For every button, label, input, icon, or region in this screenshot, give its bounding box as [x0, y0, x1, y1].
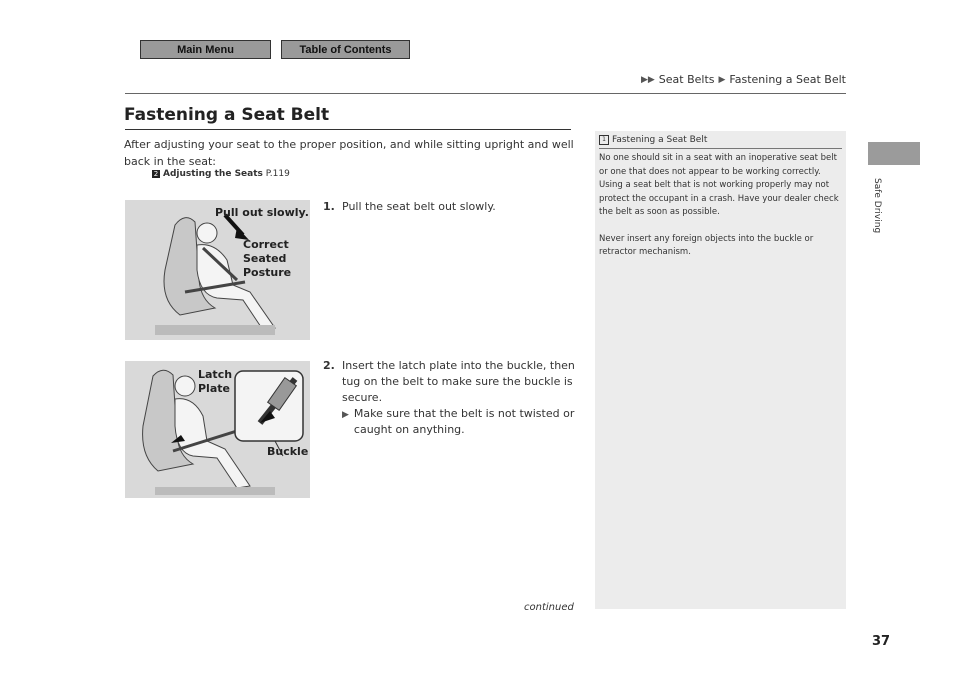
main-menu-button[interactable]: Main Menu [140, 40, 271, 59]
section-label: Safe Driving [872, 178, 882, 234]
figure-insert-latch [125, 361, 310, 498]
step-note-text: Make sure that the belt is not twisted or caught on anything. [353, 407, 575, 436]
page-number: 37 [872, 634, 891, 649]
sidebar-title-text: Fastening a Seat Belt [612, 135, 708, 145]
figure-pull-belt [125, 200, 310, 340]
breadcrumb-item-seat-belts[interactable]: Seat Belts [658, 73, 715, 86]
step-1 [323, 199, 578, 215]
sidebar-paragraph: Never insert any foreign objects into the buckle or retractor mechanism. [599, 233, 814, 257]
sidebar-text [599, 152, 842, 273]
label-correct-posture: Correct Seated Posture [243, 238, 292, 279]
page-title: Fastening a Seat Belt [124, 105, 330, 125]
triangle-right-icon: ▶ [718, 74, 726, 85]
step-number: 1. [323, 200, 335, 213]
step-note [342, 406, 578, 438]
step-text: Insert the latch plate into the buckle, then tug on the belt to make sure the buckle is secure. [342, 359, 575, 404]
sidebar-paragraph: No one should sit in a seat with an inoperative seat belt or one that does not appear to be working correctly. Using a seat belt that is not working properly may not protect the occupant in a crash. Have your dealer check the belt as soon as possible. [599, 153, 839, 217]
triangle-right-icon: ▶▶ [640, 74, 655, 85]
continued-label: continued [524, 602, 574, 613]
table-of-contents-button[interactable]: Table of Contents [281, 40, 410, 59]
breadcrumb-item-current: Fastening a Seat Belt [729, 73, 846, 86]
label-latch-plate: Latch Plate [198, 368, 233, 395]
sidebar-divider [599, 148, 842, 149]
step-text: Pull the seat belt out slowly. [342, 200, 496, 213]
sidebar-note [595, 131, 846, 609]
section-tab[interactable] [868, 142, 920, 165]
xref-arrow-icon: 2 [153, 170, 159, 178]
breadcrumb [641, 73, 846, 86]
label-buckle: Buckle [267, 445, 309, 458]
header-divider [125, 93, 846, 94]
step-number: 2. [323, 359, 335, 372]
triangle-right-icon: ▶ [342, 410, 349, 420]
title-divider [125, 129, 571, 130]
sidebar-title [599, 135, 707, 145]
label-pull-out-slowly: Pull out slowly. [215, 206, 309, 219]
intro-text: After adjusting your seat to the proper position, and while sitting upright and well back in the seat: [124, 138, 574, 168]
xref-link[interactable] [152, 169, 290, 179]
xref-label: Adjusting the Seats [163, 169, 263, 179]
xref-page: P.119 [265, 169, 290, 179]
step-2 [323, 358, 578, 438]
note-icon: 1 [599, 135, 609, 145]
